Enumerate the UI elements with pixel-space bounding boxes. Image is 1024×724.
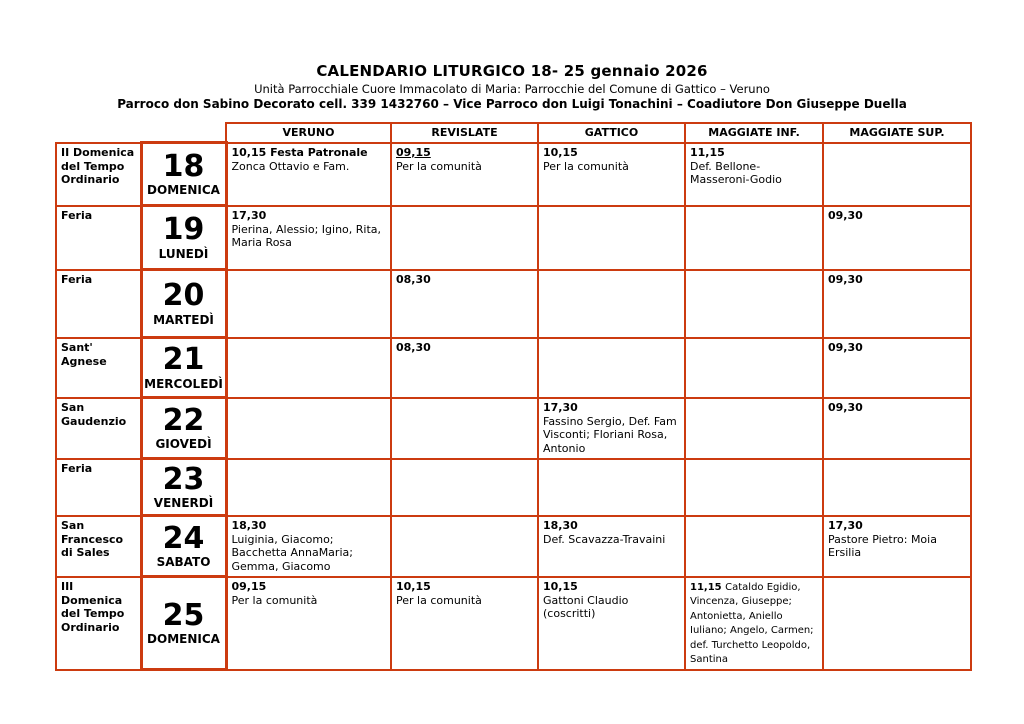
column-header-maggiate-sup: MAGGIATE SUP. bbox=[823, 123, 971, 143]
mass-cell-veruno bbox=[226, 398, 391, 459]
date-box bbox=[141, 577, 226, 670]
mass-cell-revislate bbox=[391, 143, 538, 206]
date-number: 22 bbox=[162, 402, 205, 438]
mass-time: 09,30 bbox=[828, 272, 863, 286]
mass-time: 09,15 bbox=[396, 145, 431, 159]
mass-time: 08,30 bbox=[396, 272, 431, 286]
mass-cell-gattico bbox=[538, 459, 685, 516]
mass-cell-revislate bbox=[391, 577, 538, 670]
mass-time: 11,15 bbox=[690, 581, 722, 593]
page-subtitle: Unità Parrocchiale Cuore Immacolato di Maria: Parrocchie del Comune di Gattico – Veruno bbox=[254, 82, 770, 96]
mass-intention: Fassino Sergio, Def. Fam Visconti; Floriani Rosa, Antonio bbox=[543, 414, 677, 455]
date-weekday: SABATO bbox=[156, 555, 211, 570]
mass-cell-revislate bbox=[391, 270, 538, 338]
mass-cell-veruno bbox=[226, 338, 391, 398]
date-number: 24 bbox=[162, 520, 205, 556]
mass-time: 09,30 bbox=[828, 400, 863, 414]
date-box bbox=[141, 398, 226, 459]
mass-cell-maggiate-sup bbox=[823, 577, 971, 670]
day-row-20 bbox=[56, 270, 971, 338]
mass-intention: Per la comunità bbox=[231, 593, 318, 607]
mass-time: 18,30 bbox=[231, 518, 267, 532]
date-weekday: DOMENICA bbox=[147, 632, 220, 647]
mass-time: 10,15 bbox=[543, 579, 578, 593]
date-box bbox=[141, 270, 226, 338]
date-number: 21 bbox=[162, 342, 205, 378]
date-number: 19 bbox=[162, 212, 205, 248]
mass-intention: Zonca Ottavio e Fam. bbox=[231, 159, 350, 173]
day-row-22 bbox=[56, 398, 971, 459]
mass-cell-veruno bbox=[226, 270, 391, 338]
mass-cell-veruno bbox=[226, 459, 391, 516]
mass-cell-maggiate-inf bbox=[685, 338, 823, 398]
day-row-21 bbox=[56, 338, 971, 398]
mass-intention: Pierina, Alessio; Igino, Rita, Maria Rosa bbox=[231, 222, 382, 250]
mass-intention: Per la comunità bbox=[543, 159, 629, 173]
column-header-row bbox=[56, 123, 971, 143]
mass-cell-maggiate-sup bbox=[823, 516, 971, 577]
mass-intention: Per la comunità bbox=[396, 593, 482, 607]
feast-label: II Domenica del Tempo Ordinario bbox=[56, 143, 141, 206]
mass-time: 09,15 bbox=[231, 579, 267, 593]
mass-intention: Per la comunità bbox=[396, 159, 482, 173]
mass-time: 17,30 bbox=[543, 400, 578, 414]
mass-intention: Luiginia, Giacomo; Bacchetta AnnaMaria; Gemma, Giacomo bbox=[231, 532, 353, 573]
date-weekday: DOMENICA bbox=[147, 183, 220, 198]
date-weekday: MARTEDÌ bbox=[153, 312, 214, 327]
column-header-veruno: VERUNO bbox=[226, 123, 391, 143]
header-spacer bbox=[56, 123, 226, 143]
page-title: CALENDARIO LITURGICO 18- 25 gennaio 2026 bbox=[316, 62, 708, 80]
mass-intention: Cataldo Egidio, Vincenza, Giuseppe; Antonietta, Aniello Iuliano; Angelo, Carmen; def. Turchetto Leopoldo, Santina bbox=[690, 581, 814, 666]
date-box bbox=[141, 143, 226, 206]
day-row-23 bbox=[56, 459, 971, 516]
day-row-24 bbox=[56, 516, 971, 577]
mass-cell-maggiate-inf bbox=[685, 143, 823, 206]
mass-time: 10,15 Festa Patronale bbox=[231, 145, 368, 159]
mass-time: 18,30 bbox=[543, 518, 578, 532]
liturgical-calendar-table bbox=[55, 122, 972, 671]
mass-cell-maggiate-sup bbox=[823, 206, 971, 270]
mass-cell-gattico bbox=[538, 577, 685, 670]
mass-cell-revislate bbox=[391, 338, 538, 398]
mass-time: 11,15 bbox=[690, 145, 725, 159]
mass-time: 17,30 bbox=[231, 208, 267, 222]
mass-cell-maggiate-inf bbox=[685, 516, 823, 577]
mass-cell-gattico bbox=[538, 338, 685, 398]
mass-cell-veruno bbox=[226, 577, 391, 670]
mass-intention: Def. Scavazza-Travaini bbox=[543, 532, 666, 546]
date-weekday: MERCOLEDÌ bbox=[144, 376, 223, 391]
date-number: 18 bbox=[162, 148, 205, 184]
mass-cell-gattico bbox=[538, 206, 685, 270]
date-box bbox=[141, 459, 226, 516]
mass-cell-maggiate-inf bbox=[685, 270, 823, 338]
clergy-line: Parroco don Sabino Decorato cell. 339 1432760 – Vice Parroco don Luigi Tonachini – Coadiutore Don Giuseppe Duella bbox=[117, 97, 907, 111]
mass-time: 08,30 bbox=[396, 340, 431, 354]
mass-cell-maggiate-inf bbox=[685, 398, 823, 459]
column-header-revislate: REVISLATE bbox=[391, 123, 538, 143]
feast-label: III Domenica del Tempo Ordinario bbox=[56, 577, 141, 670]
date-box bbox=[141, 338, 226, 398]
mass-cell-veruno bbox=[226, 206, 391, 270]
mass-time: 09,30 bbox=[828, 208, 863, 222]
date-weekday: LUNEDÌ bbox=[158, 246, 209, 261]
mass-cell-gattico bbox=[538, 516, 685, 577]
mass-cell-maggiate-inf bbox=[685, 206, 823, 270]
feast-label: Feria bbox=[56, 270, 141, 338]
mass-cell-revislate bbox=[391, 398, 538, 459]
date-number: 20 bbox=[162, 278, 205, 314]
feast-label: Sant' Agnese bbox=[56, 338, 141, 398]
date-weekday: VENERDÌ bbox=[153, 496, 214, 511]
day-row-19 bbox=[56, 206, 971, 270]
mass-cell-maggiate-sup bbox=[823, 143, 971, 206]
mass-time: 10,15 bbox=[396, 579, 431, 593]
mass-cell-maggiate-sup bbox=[823, 459, 971, 516]
mass-time: 17,30 bbox=[828, 518, 863, 532]
mass-cell-maggiate-inf bbox=[685, 577, 823, 670]
mass-time: 10,15 bbox=[543, 145, 578, 159]
column-header-gattico: GATTICO bbox=[538, 123, 685, 143]
mass-cell-revislate bbox=[391, 206, 538, 270]
column-header-maggiate-inf: MAGGIATE INF. bbox=[685, 123, 823, 143]
day-row-18 bbox=[56, 143, 971, 206]
date-weekday: GIOVEDÌ bbox=[155, 437, 212, 452]
mass-intention: Pastore Pietro: Moia Ersilia bbox=[828, 532, 937, 560]
mass-intention: Def. Bellone-Masseroni-Godio bbox=[690, 159, 782, 187]
mass-cell-veruno bbox=[226, 516, 391, 577]
mass-cell-veruno bbox=[226, 143, 391, 206]
date-box bbox=[141, 206, 226, 270]
mass-intention: Gattoni Claudio (coscritti) bbox=[543, 593, 629, 621]
date-box bbox=[141, 516, 226, 577]
mass-cell-revislate bbox=[391, 459, 538, 516]
date-number: 25 bbox=[162, 597, 205, 633]
mass-cell-maggiate-sup bbox=[823, 398, 971, 459]
feast-label: Feria bbox=[56, 206, 141, 270]
mass-cell-gattico bbox=[538, 398, 685, 459]
mass-cell-maggiate-inf bbox=[685, 459, 823, 516]
feast-label: Feria bbox=[56, 459, 141, 516]
mass-cell-maggiate-sup bbox=[823, 270, 971, 338]
mass-cell-gattico bbox=[538, 143, 685, 206]
feast-label: San Francesco di Sales bbox=[56, 516, 141, 577]
feast-label: San Gaudenzio bbox=[56, 398, 141, 459]
document-header bbox=[0, 62, 1024, 111]
mass-cell-maggiate-sup bbox=[823, 338, 971, 398]
mass-time: 09,30 bbox=[828, 340, 863, 354]
mass-cell-revislate bbox=[391, 516, 538, 577]
mass-cell-gattico bbox=[538, 270, 685, 338]
day-row-25 bbox=[56, 577, 971, 670]
date-number: 23 bbox=[162, 461, 205, 497]
